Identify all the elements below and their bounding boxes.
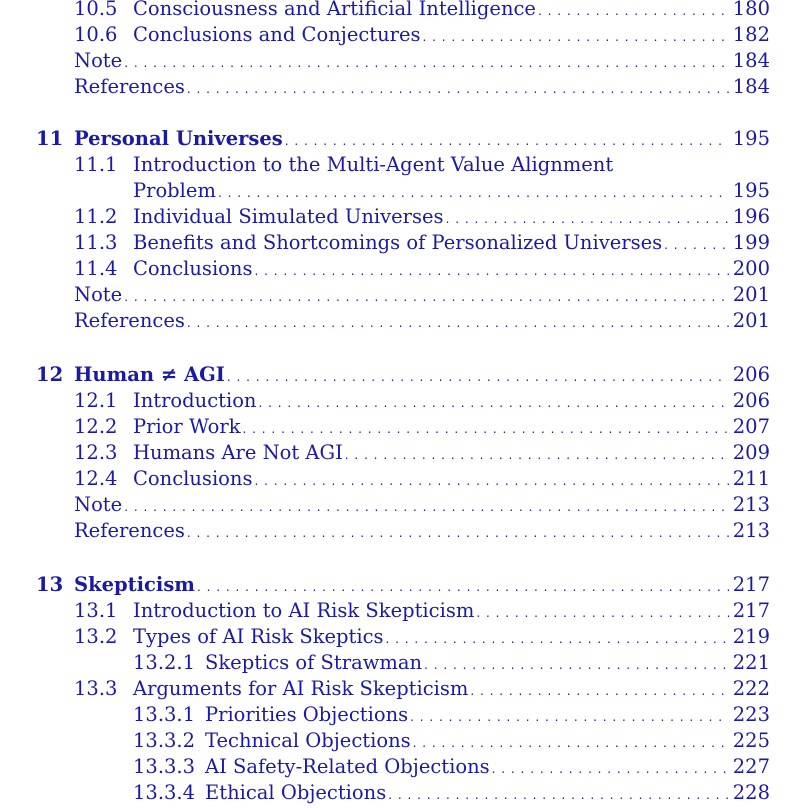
- page-number[interactable]: 217: [732, 599, 770, 622]
- page-number[interactable]: 184: [732, 75, 770, 98]
- toc-entry[interactable]: [0, 414, 770, 440]
- toc-entry[interactable]: [0, 650, 770, 676]
- dot-leader: [538, 0, 729, 24]
- entry-number: 13.3.4: [133, 781, 196, 804]
- entry-number: 11.2: [74, 205, 118, 228]
- dot-leader: [187, 520, 729, 546]
- dot-leader: [345, 442, 729, 468]
- entry-title[interactable]: Personal Universes: [74, 127, 283, 150]
- toc-entry[interactable]: [0, 22, 770, 48]
- page-number[interactable]: 209: [732, 441, 770, 464]
- page-number[interactable]: 213: [732, 493, 770, 516]
- entry-title[interactable]: Introduction: [133, 389, 257, 412]
- dot-leader: [664, 232, 729, 258]
- entry-title[interactable]: Skepticism: [74, 573, 195, 596]
- toc-entry[interactable]: [0, 598, 770, 624]
- entry-title[interactable]: References: [74, 519, 185, 542]
- entry-title[interactable]: Conclusions: [133, 257, 253, 280]
- dot-leader: [255, 258, 729, 284]
- page-number[interactable]: 206: [732, 389, 770, 412]
- entry-title[interactable]: Consciousness and Artificial Intelligence: [133, 0, 536, 20]
- toc-entry[interactable]: [0, 780, 770, 806]
- dot-leader: [218, 180, 729, 206]
- entry-number: 12.4: [74, 467, 118, 490]
- entry-title[interactable]: Introduction to AI Risk Skepticism: [133, 599, 475, 622]
- dot-leader: [124, 494, 729, 520]
- dot-leader: [227, 364, 729, 390]
- dot-leader: [187, 76, 729, 102]
- entry-title[interactable]: Technical Objections: [205, 729, 411, 752]
- toc-entry[interactable]: [0, 282, 770, 308]
- entry-number: 11.3: [74, 231, 118, 254]
- entry-number: 12: [36, 363, 64, 386]
- entry-number: 11.4: [74, 257, 118, 280]
- entry-title[interactable]: Human ≠ AGI: [74, 363, 225, 386]
- toc-entry[interactable]: [0, 256, 770, 282]
- entry-title[interactable]: Types of AI Risk Skeptics: [133, 625, 384, 648]
- dot-leader: [476, 600, 728, 626]
- dot-leader: [197, 574, 729, 600]
- dot-leader: [124, 284, 729, 310]
- toc-entry[interactable]: [0, 388, 770, 414]
- page-number[interactable]: 199: [732, 231, 770, 254]
- entry-title[interactable]: Arguments for AI Risk Skepticism: [133, 677, 469, 700]
- page-number[interactable]: 207: [732, 415, 770, 438]
- page-number[interactable]: 213: [732, 519, 770, 542]
- entry-number: 12.1: [74, 389, 118, 412]
- entry-title[interactable]: Conclusions: [133, 467, 253, 490]
- page-number[interactable]: 182: [732, 23, 770, 46]
- dot-leader: [255, 468, 729, 494]
- entry-number: 13.2: [74, 625, 118, 648]
- entry-title[interactable]: Benefits and Shortcomings of Personalized Universes: [133, 231, 663, 254]
- entry-title[interactable]: AI Safety-Related Objections: [205, 755, 490, 778]
- page-number[interactable]: 221: [732, 651, 770, 674]
- entry-number: 10.6: [74, 23, 118, 46]
- entry-number: 13.3: [74, 677, 118, 700]
- dot-leader: [423, 24, 729, 50]
- toc-entry[interactable]: [0, 178, 770, 204]
- entry-title[interactable]: Prior Work: [133, 415, 241, 438]
- entry-title[interactable]: Priorities Objections: [205, 703, 409, 726]
- toc-entry[interactable]: [0, 518, 770, 544]
- entry-title[interactable]: Humans Are Not AGI: [133, 441, 343, 464]
- dot-leader: [388, 782, 729, 808]
- entry-title[interactable]: Conclusions and Conjectures: [133, 23, 421, 46]
- entry-number: 10.5: [74, 0, 118, 20]
- entry-number: 12.2: [74, 415, 118, 438]
- entry-number: 11.1: [74, 153, 118, 176]
- toc-entry[interactable]: [0, 0, 770, 22]
- toc-entry[interactable]: [0, 624, 770, 650]
- entry-title[interactable]: Individual Simulated Universes: [133, 205, 444, 228]
- entry-number: 13.3.1: [133, 703, 196, 726]
- toc-entry[interactable]: [0, 152, 770, 178]
- entry-number: 13.1: [74, 599, 118, 622]
- entry-number: 13: [36, 573, 64, 596]
- entry-title[interactable]: Note: [74, 493, 123, 516]
- page-number[interactable]: 184: [732, 49, 770, 72]
- toc-entry[interactable]: [0, 74, 770, 100]
- page-number[interactable]: 211: [732, 467, 770, 490]
- dot-leader: [386, 626, 729, 652]
- dot-leader: [492, 756, 729, 782]
- entry-title[interactable]: References: [74, 309, 185, 332]
- dot-leader: [259, 390, 729, 416]
- entry-number: 13.3.3: [133, 755, 196, 778]
- entry-number: 13.3.2: [133, 729, 196, 752]
- toc-entry[interactable]: [0, 676, 770, 702]
- page-number[interactable]: 225: [732, 729, 770, 752]
- dot-leader: [285, 128, 729, 154]
- page-number[interactable]: 200: [732, 257, 770, 280]
- entry-title[interactable]: Problem: [133, 179, 216, 202]
- dot-leader: [187, 310, 729, 336]
- entry-title[interactable]: Ethical Objections: [205, 781, 387, 804]
- dot-leader: [470, 678, 728, 704]
- entry-title[interactable]: Note: [74, 283, 123, 306]
- entry-title[interactable]: Skeptics of Strawman: [205, 651, 423, 674]
- toc-entry[interactable]: [0, 204, 770, 230]
- toc-chapter-entry[interactable]: [0, 126, 770, 152]
- toc-entry[interactable]: [0, 466, 770, 492]
- page-number[interactable]: 217: [732, 573, 770, 596]
- toc-chapter-entry[interactable]: [0, 572, 770, 598]
- toc-chapter-entry[interactable]: [0, 362, 770, 388]
- dot-leader: [243, 416, 729, 442]
- page-number[interactable]: 222: [732, 677, 770, 700]
- toc-entry[interactable]: [0, 48, 770, 74]
- toc-entry[interactable]: [0, 728, 770, 754]
- dot-leader: [424, 652, 729, 678]
- page-number[interactable]: 206: [732, 363, 770, 386]
- page-number[interactable]: 219: [732, 625, 770, 648]
- entry-title[interactable]: References: [74, 75, 185, 98]
- toc-entry[interactable]: [0, 230, 770, 256]
- dot-leader: [413, 730, 729, 756]
- toc-entry[interactable]: [0, 440, 770, 466]
- page-number[interactable]: 196: [732, 205, 770, 228]
- toc-entry[interactable]: [0, 754, 770, 780]
- page-number[interactable]: 201: [732, 283, 770, 306]
- dot-leader: [410, 704, 729, 730]
- entry-number: 12.3: [74, 441, 118, 464]
- page-number[interactable]: 195: [732, 127, 770, 150]
- dot-leader: [446, 206, 729, 232]
- page-number[interactable]: 227: [732, 755, 770, 778]
- toc-entry[interactable]: [0, 702, 770, 728]
- page-number[interactable]: 228: [732, 781, 770, 804]
- page-number[interactable]: 180: [732, 0, 770, 20]
- toc-entry[interactable]: [0, 308, 770, 334]
- page-number[interactable]: 201: [732, 309, 770, 332]
- entry-title[interactable]: Note: [74, 49, 123, 72]
- toc-entry[interactable]: [0, 492, 770, 518]
- entry-number: 13.2.1: [133, 651, 196, 674]
- dot-leader: [124, 50, 729, 76]
- entry-title[interactable]: Introduction to the Multi-Agent Value Alignment: [133, 153, 614, 176]
- page-number[interactable]: 195: [732, 179, 770, 202]
- entry-number: 11: [36, 127, 64, 150]
- page-number[interactable]: 223: [732, 703, 770, 726]
